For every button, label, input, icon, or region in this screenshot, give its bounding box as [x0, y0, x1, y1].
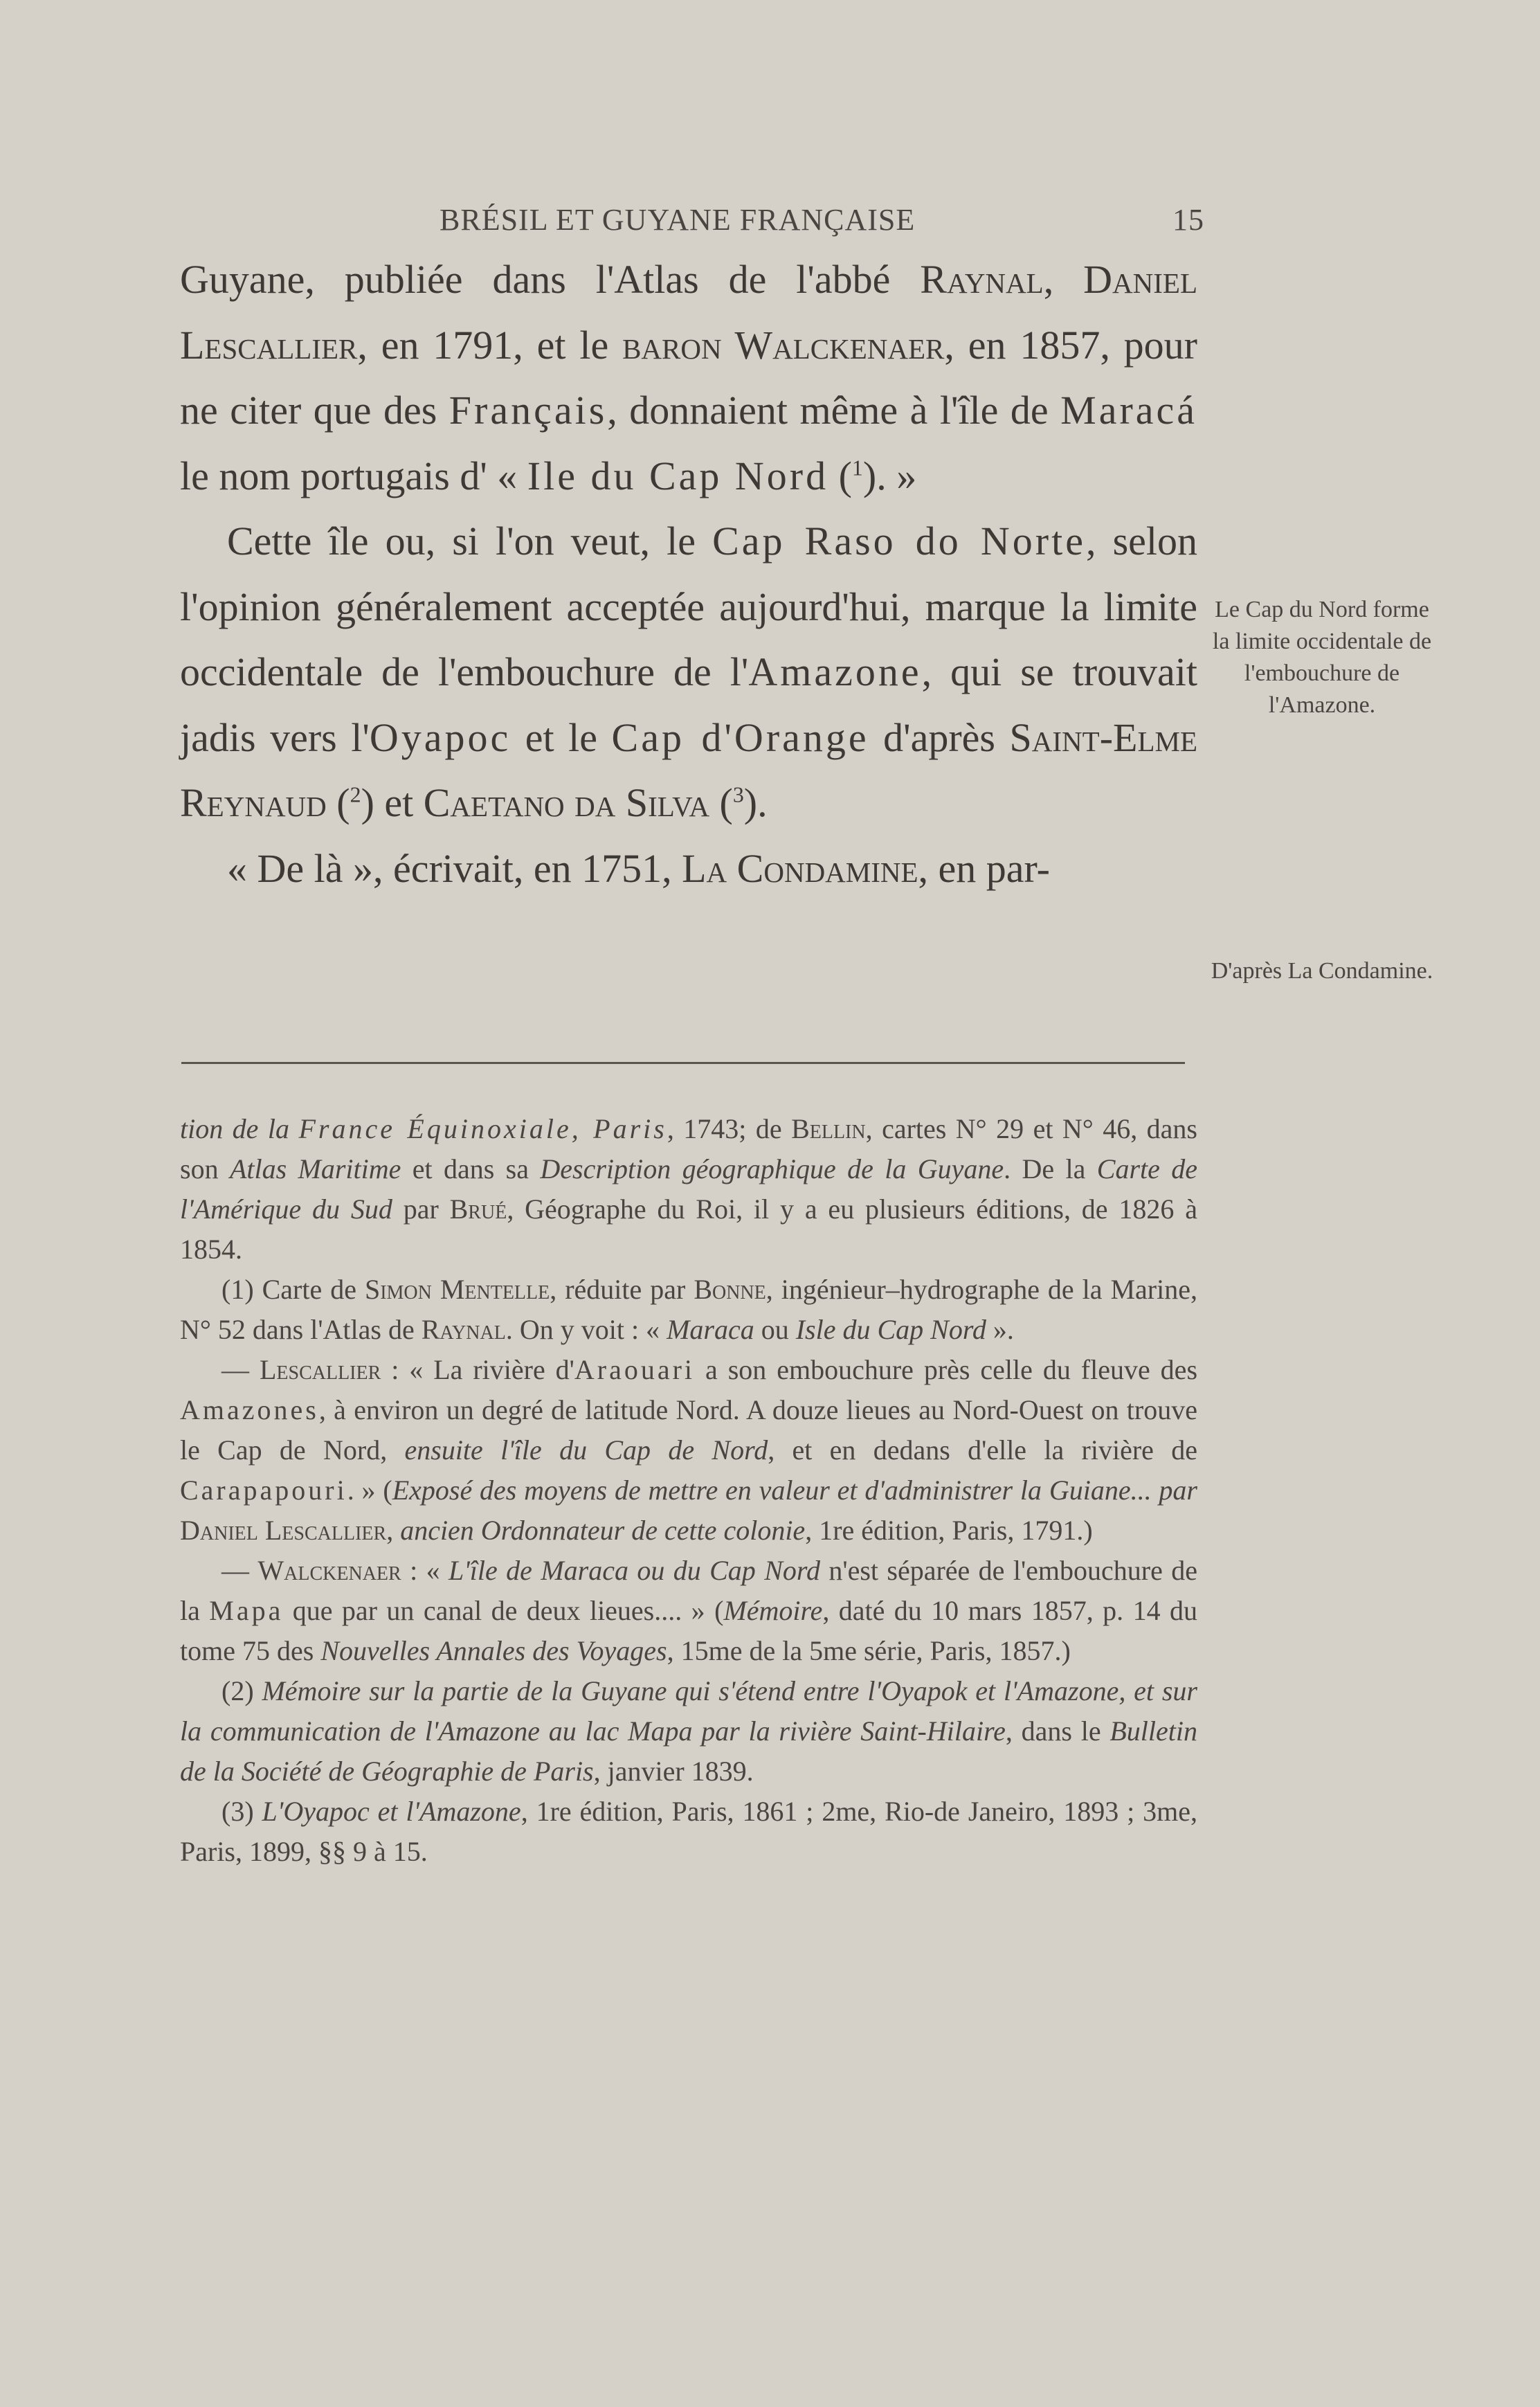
- paragraph-2: [180, 509, 1197, 836]
- text-run: Carte de l'Amérique du Sud: [180, 1153, 1197, 1225]
- spaced-term: Français: [449, 388, 608, 433]
- footnote-1-walckenaer: [180, 1551, 1197, 1671]
- margin-note-la-condamine: D'après La Condamine.: [1211, 958, 1433, 984]
- text-run: (2): [221, 1675, 262, 1706]
- author-name: baron Walckenaer: [622, 322, 945, 368]
- text-run: (3): [221, 1796, 262, 1827]
- author-name: Bellin: [791, 1113, 866, 1144]
- spaced-term: Carapapouri: [180, 1475, 347, 1506]
- text-run: par: [392, 1193, 450, 1225]
- spaced-term: Mapa: [209, 1595, 284, 1626]
- text-run: —: [221, 1354, 260, 1385]
- text-run: et le: [511, 714, 612, 760]
- text-run: , 1re édition, Paris, 1861 ; 2me, Rio-de Janeiro, 1893 ; 3me, Paris, 1899, §§ 9 à 15.: [180, 1796, 1197, 1867]
- text-run: Isle du Cap Nord: [795, 1314, 986, 1345]
- text-run: ancien Ordonnateur de cette colonie: [400, 1515, 806, 1546]
- text-run: , en 1857, pour ne citer que des: [180, 322, 1197, 433]
- text-run: . » (: [347, 1475, 392, 1506]
- footnote-ref: 2: [350, 782, 361, 807]
- footnote-1: [180, 1270, 1197, 1350]
- footnote-ref: 1: [851, 456, 863, 480]
- author-name: Caetano da Silva: [423, 780, 710, 826]
- text-run: , et en dedans d'elle la rivière de: [768, 1434, 1197, 1466]
- text-run: ,: [386, 1515, 401, 1546]
- author-name: Raynal: [421, 1314, 506, 1345]
- text-run: Guyane, publiée dans l'Atlas de l'abbé: [180, 257, 921, 302]
- spaced-term: Maracá: [1060, 388, 1197, 433]
- text-run: , selon l'opinion généralement acceptée aujourd'hui, marque la limite occidentale de l'embouchure de l': [180, 519, 1197, 695]
- footnote-continuation: [180, 1109, 1197, 1270]
- author-name: Bonne: [694, 1274, 766, 1305]
- author-name: Daniel Lescallier: [180, 1515, 387, 1546]
- text-run: (: [326, 780, 350, 826]
- text-run: L'Oyapoc et l'Amazone: [262, 1796, 521, 1827]
- text-run: d'après: [869, 714, 1010, 760]
- text-run: , cartes N° 29 et N° 46, dans son: [180, 1113, 1197, 1184]
- text-run: —: [221, 1555, 258, 1586]
- text-run: , 1743; de: [667, 1113, 792, 1144]
- text-run: Mémoire: [723, 1595, 823, 1626]
- text-run: , Géographe du Roi, il y a eu plusieurs éditions, de 1826 à 1854.: [180, 1193, 1197, 1265]
- text-run: Mémoire sur la partie de la Guyane qui s'étend entre l'Oyapok et l'Amazone, et sur la communication de l'Amazone au lac Mapa par la rivière Saint-Hilaire: [180, 1675, 1198, 1747]
- text-run: , 1re édition, Paris, 1791.): [805, 1515, 1093, 1546]
- paragraph-3: [180, 836, 1197, 902]
- footnote-3: [180, 1792, 1197, 1872]
- page-number: 15: [1172, 203, 1204, 237]
- text-run: ou: [754, 1314, 796, 1345]
- text-run: ) et: [361, 780, 424, 826]
- author-name: Daniel Lescallier: [180, 257, 1197, 368]
- text-run: « De là », écrivait, en 1751,: [227, 845, 682, 891]
- text-run: ).: [743, 780, 768, 826]
- text-run: ). »: [862, 453, 917, 498]
- text-run: le nom portugais d' «: [180, 453, 527, 498]
- footnote-2: [180, 1671, 1197, 1792]
- text-run: Description géographique de la Guyane: [540, 1153, 1004, 1184]
- footnote-divider: [181, 1062, 1185, 1064]
- author-name: Saint-Elme Reynaud: [180, 714, 1197, 826]
- text-run: ».: [986, 1314, 1014, 1345]
- text-run: , à environ un degré de latitude Nord. A douze lieues au Nord-Ouest on trouve le Cap de Nord,: [180, 1394, 1197, 1466]
- text-run: , ingénieur–hydrographe de la Marine, N° 52 dans l'Atlas de: [180, 1274, 1197, 1345]
- text-run: que par un canal de deux lieues.... » (: [283, 1595, 724, 1626]
- author-name: Lescallier: [259, 1354, 381, 1385]
- text-run: . On y voit : «: [505, 1314, 667, 1345]
- spaced-term: Amazone: [748, 649, 922, 695]
- paragraph-1: [180, 247, 1197, 509]
- text-run: Atlas Maritime: [229, 1153, 401, 1184]
- footnotes: [180, 1109, 1197, 1872]
- text-run: L'île de Maraca ou du Cap Nord: [449, 1555, 820, 1586]
- author-name: Raynal: [920, 257, 1044, 302]
- text-run: : «: [401, 1555, 449, 1586]
- text-run: Cette île ou, si l'on veut, le: [227, 519, 713, 564]
- author-name: La Condamine: [682, 845, 918, 891]
- text-run: , daté du 10 mars 1857, p. 14 du tome 75 des: [180, 1595, 1197, 1666]
- author-name: Brué: [449, 1193, 507, 1225]
- spaced-term: Amazones: [180, 1394, 319, 1425]
- text-run: , 15me de la 5me série, Paris, 1857.): [667, 1635, 1071, 1666]
- footnote-ref: 3: [732, 782, 744, 807]
- spaced-term: Cap Raso do Norte: [712, 519, 1086, 564]
- text-run: a son embouchure près celle du fleuve des: [695, 1354, 1198, 1385]
- spaced-term: Ile du Cap Nord: [527, 453, 829, 498]
- text-run: Bulletin de la Société de Géographie de Paris: [180, 1715, 1197, 1787]
- text-run: , en 1791, et le: [357, 322, 623, 368]
- text-run: , réduite par: [550, 1274, 694, 1305]
- text-run: , dans le: [1005, 1715, 1110, 1747]
- text-run: ,: [1043, 257, 1084, 302]
- margin-note-cap-du-nord: Le Cap du Nord forme la limite occidentale de l'embouchure de l'Amazone.: [1212, 597, 1432, 718]
- text-run: , janvier 1839.: [593, 1756, 754, 1787]
- author-name: Walckenaer: [257, 1555, 401, 1586]
- text-run: Exposé des moyens de mettre en valeur et d'administrer la Guiane... par: [392, 1475, 1197, 1506]
- author-name: Simon Mentelle: [364, 1274, 550, 1305]
- text-run: tion de la: [180, 1113, 299, 1144]
- text-run: n'est séparée de l'embouchure de la: [180, 1555, 1197, 1626]
- spaced-term: Oyapoc: [369, 714, 511, 760]
- footnote-1-lescallier: [180, 1350, 1197, 1551]
- text-run: (: [828, 453, 852, 498]
- spaced-term: Araouari: [574, 1354, 696, 1385]
- text-run: : « La rivière d': [381, 1354, 574, 1385]
- text-run: ensuite l'île du Cap de Nord: [404, 1434, 768, 1466]
- text-run: . De la: [1004, 1153, 1097, 1184]
- text-run: , en par-: [918, 845, 1051, 891]
- text-run: et dans sa: [401, 1153, 541, 1184]
- spaced-term: Cap d'Orange: [611, 714, 869, 760]
- text-run: , donnaient même à l'île de: [607, 388, 1061, 433]
- text-run: Maraca: [667, 1314, 754, 1345]
- text-run: (1) Carte de: [221, 1274, 365, 1305]
- text-run: , qui se trouvait jadis vers l': [180, 649, 1197, 760]
- main-text: [180, 247, 1197, 901]
- running-title: BRÉSIL ET GUYANE FRANÇAISE: [440, 203, 916, 237]
- text-run: (: [709, 780, 733, 826]
- text-run: Nouvelles Annales des Voyages: [320, 1635, 667, 1666]
- text-run: France Équinoxiale, Paris: [298, 1113, 667, 1144]
